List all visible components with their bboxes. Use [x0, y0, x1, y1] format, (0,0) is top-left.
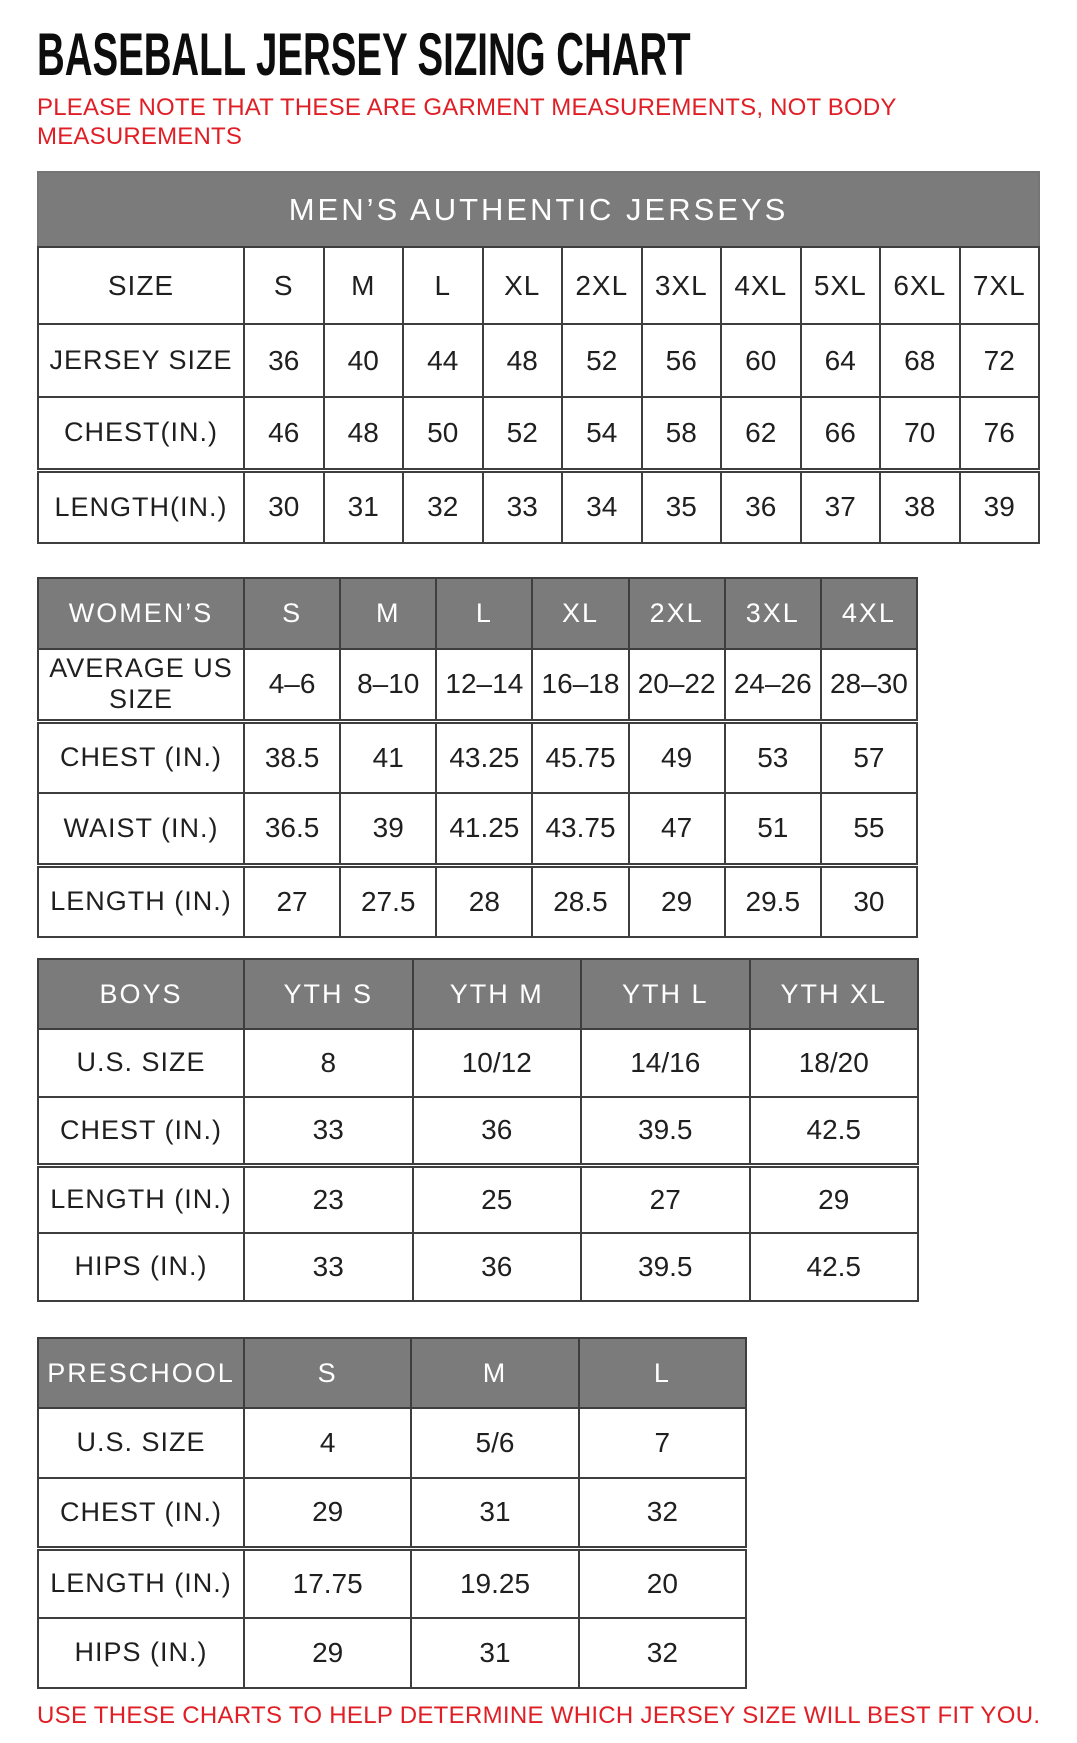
table-row	[38, 1097, 918, 1165]
size-cell: 17.75	[244, 1548, 411, 1618]
column-header: 3XL	[725, 578, 821, 649]
size-cell: 28–30	[821, 649, 917, 721]
column-header: 6XL	[880, 247, 960, 324]
column-header: 2XL	[562, 247, 642, 324]
size-cell: 36	[721, 470, 801, 543]
table-row	[38, 649, 917, 721]
size-cell: 36	[413, 1097, 582, 1165]
table-row	[38, 1478, 746, 1548]
size-cell: 4–6	[244, 649, 340, 721]
size-cell: 12–14	[436, 649, 532, 721]
size-cell: 34	[562, 470, 642, 543]
size-cell: 20	[579, 1548, 746, 1618]
size-cell: 58	[642, 397, 722, 470]
size-cell: 51	[725, 793, 821, 865]
size-cell: 18/20	[750, 1029, 919, 1097]
row-label: HIPS (IN.)	[38, 1233, 244, 1301]
table-row	[38, 1618, 746, 1688]
size-cell: 42.5	[750, 1233, 919, 1301]
size-cell: 30	[244, 470, 324, 543]
footer-note: USE THESE CHARTS TO HELP DETERMINE WHICH JERSEY SIZE WILL BEST FIT YOU.	[37, 1702, 1041, 1729]
size-cell: 4	[244, 1408, 411, 1478]
row-label: CHEST (IN.)	[38, 721, 244, 793]
size-cell: 27	[244, 865, 340, 937]
size-cell: 46	[244, 397, 324, 470]
size-cell: 56	[642, 324, 722, 397]
table-row	[38, 1233, 918, 1301]
column-header: YTH S	[244, 959, 413, 1029]
size-cell: 49	[629, 721, 725, 793]
table-row	[38, 470, 1039, 543]
row-label: HIPS (IN.)	[38, 1618, 244, 1688]
size-cell: 29	[750, 1165, 919, 1233]
table-row	[38, 721, 917, 793]
size-cell: 29	[244, 1478, 411, 1548]
column-header: L	[436, 578, 532, 649]
size-cell: 47	[629, 793, 725, 865]
column-header: M	[324, 247, 404, 324]
size-cell: 28.5	[532, 865, 628, 937]
size-cell: 52	[562, 324, 642, 397]
size-cell: 36	[413, 1233, 582, 1301]
size-cell: 28	[436, 865, 532, 937]
row-label: LENGTH (IN.)	[38, 865, 244, 937]
size-cell: 64	[801, 324, 881, 397]
page-title-text: BASEBALL JERSEY SIZING CHART	[37, 21, 691, 88]
table-corner-header: BOYS	[38, 959, 244, 1029]
column-header: YTH XL	[750, 959, 919, 1029]
size-cell: 27.5	[340, 865, 436, 937]
table-corner-header: PRESCHOOL	[38, 1338, 244, 1408]
column-header: L	[403, 247, 483, 324]
size-cell: 60	[721, 324, 801, 397]
size-cell: 57	[821, 721, 917, 793]
column-header: S	[244, 1338, 411, 1408]
table-row	[38, 793, 917, 865]
column-header: L	[579, 1338, 746, 1408]
size-cell: 68	[880, 324, 960, 397]
row-label: CHEST (IN.)	[38, 1097, 244, 1165]
size-cell: 29	[629, 865, 725, 937]
size-cell: 38.5	[244, 721, 340, 793]
size-cell: 72	[960, 324, 1040, 397]
table-row	[38, 865, 917, 937]
size-cell: 31	[411, 1478, 578, 1548]
measurement-note: PLEASE NOTE THAT THESE ARE GARMENT MEASUREMENTS, NOT BODY MEASUREMENTS	[37, 94, 897, 150]
table-row	[38, 1408, 746, 1478]
size-cell: 36	[244, 324, 324, 397]
size-cell: 25	[413, 1165, 582, 1233]
size-cell: 38	[880, 470, 960, 543]
row-label: U.S. SIZE	[38, 1029, 244, 1097]
column-header: S	[244, 578, 340, 649]
column-header: XL	[483, 247, 563, 324]
size-cell: 7	[579, 1408, 746, 1478]
table-row	[38, 397, 1039, 470]
size-cell: 39.5	[581, 1233, 750, 1301]
table-row	[38, 1548, 746, 1618]
size-cell: 27	[581, 1165, 750, 1233]
table-banner: MEN’S AUTHENTIC JERSEYS	[38, 172, 1039, 247]
row-label: LENGTH(IN.)	[38, 470, 244, 543]
column-header: M	[411, 1338, 578, 1408]
size-cell: 70	[880, 397, 960, 470]
table-row	[38, 1165, 918, 1233]
size-cell: 29.5	[725, 865, 821, 937]
size-cell: 5/6	[411, 1408, 578, 1478]
size-cell: 54	[562, 397, 642, 470]
size-cell: 33	[244, 1233, 413, 1301]
size-cell: 8	[244, 1029, 413, 1097]
table-corner-header: SIZE	[38, 247, 244, 324]
size-cell: 44	[403, 324, 483, 397]
size-cell: 48	[324, 397, 404, 470]
size-cell: 32	[403, 470, 483, 543]
size-cell: 8–10	[340, 649, 436, 721]
size-cell: 41	[340, 721, 436, 793]
size-cell: 53	[725, 721, 821, 793]
size-cell: 42.5	[750, 1097, 919, 1165]
size-cell: 14/16	[581, 1029, 750, 1097]
size-cell: 32	[579, 1478, 746, 1548]
size-cell: 37	[801, 470, 881, 543]
column-header: M	[340, 578, 436, 649]
size-cell: 39	[340, 793, 436, 865]
column-header: 5XL	[801, 247, 881, 324]
size-cell: 43.75	[532, 793, 628, 865]
size-cell: 20–22	[629, 649, 725, 721]
size-cell: 66	[801, 397, 881, 470]
page-title	[37, 21, 1077, 88]
size-cell: 33	[483, 470, 563, 543]
size-cell: 10/12	[413, 1029, 582, 1097]
size-cell: 52	[483, 397, 563, 470]
row-label: U.S. SIZE	[38, 1408, 244, 1478]
boys-sizing-table	[37, 958, 919, 1302]
column-header: YTH M	[413, 959, 582, 1029]
size-cell: 32	[579, 1618, 746, 1688]
row-label: WAIST (IN.)	[38, 793, 244, 865]
table-corner-header: WOMEN’S	[38, 578, 244, 649]
row-label: CHEST (IN.)	[38, 1478, 244, 1548]
size-cell: 23	[244, 1165, 413, 1233]
size-cell: 19.25	[411, 1548, 578, 1618]
row-label: LENGTH (IN.)	[38, 1165, 244, 1233]
column-header: 2XL	[629, 578, 725, 649]
size-cell: 31	[411, 1618, 578, 1688]
size-cell: 24–26	[725, 649, 821, 721]
size-cell: 39.5	[581, 1097, 750, 1165]
column-header: 7XL	[960, 247, 1040, 324]
column-header: YTH L	[581, 959, 750, 1029]
size-cell: 16–18	[532, 649, 628, 721]
row-label: LENGTH (IN.)	[38, 1548, 244, 1618]
column-header: 4XL	[821, 578, 917, 649]
table-row	[38, 324, 1039, 397]
size-cell: 40	[324, 324, 404, 397]
table-row	[38, 1029, 918, 1097]
womens-sizing-table	[37, 577, 918, 938]
size-cell: 45.75	[532, 721, 628, 793]
size-cell: 50	[403, 397, 483, 470]
size-cell: 36.5	[244, 793, 340, 865]
size-cell: 39	[960, 470, 1040, 543]
row-label: JERSEY SIZE	[38, 324, 244, 397]
size-cell: 29	[244, 1618, 411, 1688]
column-header: 3XL	[642, 247, 722, 324]
size-cell: 43.25	[436, 721, 532, 793]
size-cell: 48	[483, 324, 563, 397]
row-label: CHEST(IN.)	[38, 397, 244, 470]
size-cell: 30	[821, 865, 917, 937]
row-label: AVERAGE US SIZE	[38, 649, 244, 721]
size-cell: 76	[960, 397, 1040, 470]
size-cell: 55	[821, 793, 917, 865]
column-header: S	[244, 247, 324, 324]
column-header: XL	[532, 578, 628, 649]
mens-authentic-jerseys-table	[37, 171, 1040, 544]
column-header: 4XL	[721, 247, 801, 324]
size-cell: 62	[721, 397, 801, 470]
size-cell: 41.25	[436, 793, 532, 865]
size-cell: 33	[244, 1097, 413, 1165]
preschool-sizing-table	[37, 1337, 747, 1689]
size-cell: 35	[642, 470, 722, 543]
size-cell: 31	[324, 470, 404, 543]
